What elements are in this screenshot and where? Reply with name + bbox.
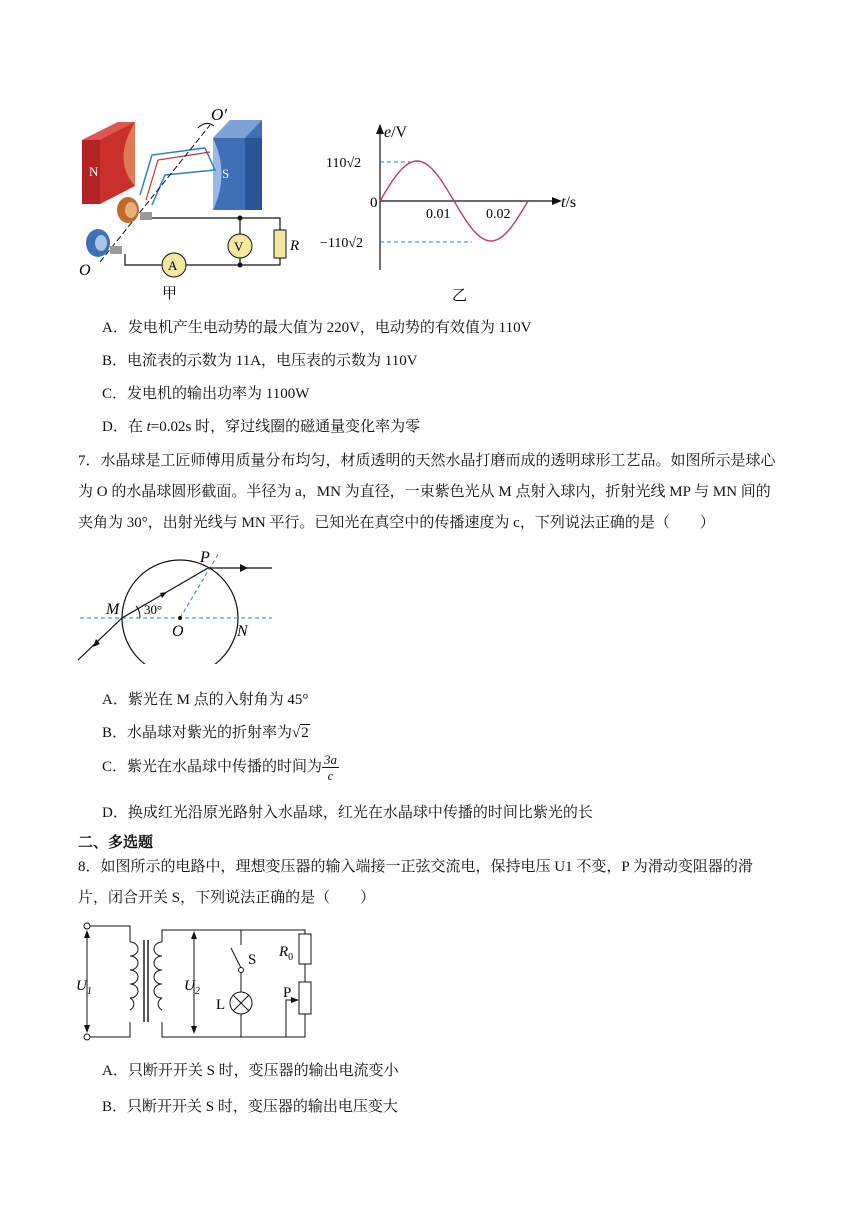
q6-option-c: C．发电机的输出功率为 1100W — [102, 386, 310, 402]
point-o-label: O — [172, 623, 184, 640]
s-pole-label: S — [222, 166, 230, 181]
q7-stem: 7．水晶球是工匠师傅用质量分布均匀，材质透明的天然水晶打磨而成的透明球形工艺品。如图所示是球心为 O 的水晶球圆形截面。半径为 a，MN 为直径，一束紫色光从 M 点射入球内，折射光线 MP 与 MN 间的夹角为 30°，出射光线与 MN 平行。已知光在真空中的传播速度为 c，下列说法正确的是（ ） — [78, 453, 776, 531]
origin-label: 0 — [370, 195, 378, 211]
lamp-l-label: L — [216, 997, 226, 1013]
voltmeter-label: V — [234, 239, 244, 254]
section-title: 二、多选题 — [78, 835, 154, 851]
tick-001-label: 0.01 — [426, 207, 451, 222]
emf-sine-graph — [320, 118, 590, 303]
tick-002-label: 0.02 — [486, 207, 511, 222]
q8-option-b: B．只断开开关 S 时，变压器的输出电压变大 — [102, 1099, 398, 1115]
y-axis-label: e/V — [384, 124, 408, 141]
resistor-label: R — [290, 238, 300, 254]
y-min-label: −110√2 — [320, 236, 364, 251]
x-axis-label: t/s — [561, 194, 577, 211]
q7-option-d: D．换成红光沿原光路射入水晶球，红光在水晶球中传播的时间比紫光的长 — [102, 805, 593, 821]
u2-label: $U_2$ — [184, 978, 200, 997]
o-prime-label: O′ — [211, 105, 227, 124]
figure-jia-caption: 甲 — [162, 286, 178, 302]
figure-yi-caption: 乙 — [452, 288, 468, 303]
q7-option-a: A．紫光在 M 点的入射角为 45° — [102, 692, 309, 708]
q6-option-a: A．发电机产生电动势的最大值为 220V，电动势的有效值为 110V — [102, 320, 532, 336]
q7-option-c: C．紫光在水晶球中传播的时间为 $\frac{3a}{c}$ — [102, 752, 338, 783]
y-max-label: 110√2 — [326, 156, 362, 171]
u1-label: $U_1$ — [76, 978, 92, 997]
crystal-ball-figure — [74, 542, 284, 664]
switch-s-label: S — [248, 952, 257, 968]
q8-option-a: A．只断开开关 S 时，变压器的输出电流变小 — [102, 1063, 399, 1079]
slider-p-label: P — [283, 985, 292, 1001]
q8-stem: 8．如图所示的电路中，理想变压器的输入端接一正弦交流电，保持电压 U1 不变，P 为滑动变阻器的滑片，闭合开关 S，下列说法正确的是（ ） — [78, 859, 753, 906]
point-p-label: P — [200, 549, 210, 566]
ammeter-label: A — [168, 258, 178, 273]
generator-figure — [74, 100, 314, 305]
point-m-label: M — [106, 601, 120, 618]
q7-option-b: B．水晶球对紫光的折射率为√2 — [102, 725, 309, 741]
transformer-circuit — [74, 918, 324, 1048]
r0-label: $R_0$ — [279, 944, 294, 963]
q6-option-d: D．在 t=0.02s 时，穿过线圈的磁通量变化率为零 — [102, 419, 421, 435]
angle-label: 30° — [144, 602, 163, 617]
q6-option-b: B．电流表的示数为 11A，电压表的示数为 110V — [102, 353, 418, 369]
point-n-label: N — [237, 623, 248, 640]
n-pole-label: N — [89, 164, 99, 179]
o-label: O — [79, 262, 91, 279]
